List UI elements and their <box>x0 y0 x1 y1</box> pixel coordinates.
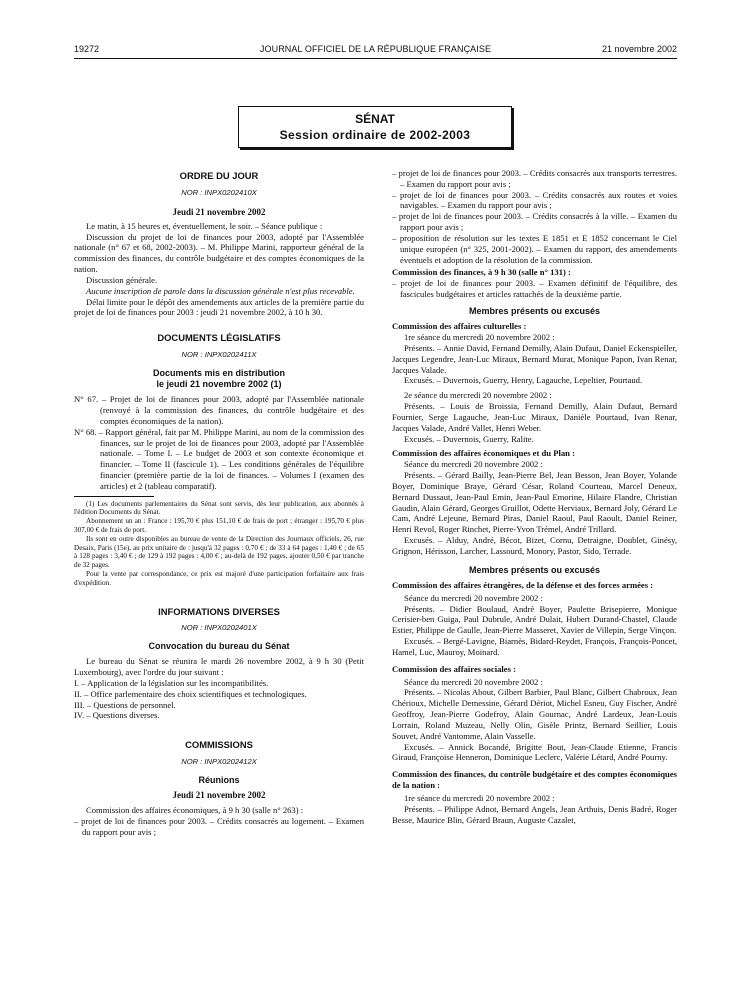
ordre-du-jour-title: ORDRE DU JOUR <box>179 170 259 181</box>
seance-date: 2e séance du mercredi 20 novembre 2002 : <box>404 390 552 401</box>
senat-title-box <box>238 106 512 148</box>
commissions-nor: NOR : INPX0202412X <box>181 757 257 767</box>
ordre-date-heading: Jeudi 21 novembre 2002 <box>172 207 266 218</box>
agenda-item: – projet de loi de finances pour 2003. – Crédits consacrés aux routes et voies navigables. – Examen du rapport pour avis ; <box>392 189 677 211</box>
seance-date: Séance du mercredi 20 novembre 2002 : <box>404 459 543 470</box>
ordre-p1: Le matin, à 15 heures et, éventuellement, le soir. – Séance publique : <box>86 220 323 231</box>
session-title: Session ordinaire de 2002-2003 <box>279 128 471 143</box>
commission-culturelles-title: Commission des affaires culturelles : <box>392 321 527 332</box>
excuses-list: Excusés. – Duvernois, Guerry, Ralite. <box>404 433 534 444</box>
document-item: N° 67. – Projet de loi de finances pour 2003, adopté par l'Assemblée nationale (renvoyé à la commission des finances, du contrôle budgétaire et des comptes économiques de la nation). <box>74 394 364 426</box>
journal-title: JOURNAL OFFICIEL DE LA RÉPUBLIQUE FRANÇAISE <box>259 44 492 54</box>
documents-nor: NOR : INPX0202411X <box>181 350 257 360</box>
ordre-p5: Délai limite pour le dépôt des amendements aux articles de la première partie du projet de loi de finances pour 2003 : jeudi 21 novembre 2002, à 10 h 30. <box>74 296 364 318</box>
seance-date: Séance du mercredi 20 novembre 2002 : <box>404 592 543 603</box>
left-column <box>74 170 364 838</box>
documents-title: DOCUMENTS LÉGISLATIFS <box>157 332 281 344</box>
right-column <box>392 168 677 825</box>
informations-item: III. – Questions de personnel. <box>74 699 176 710</box>
informations-item: II. – Office parlementaire des choix scientifiques et technologiques. <box>74 688 307 699</box>
commissions-item: – projet de loi de finances pour 2003. – Crédits consacrés au logement. – Examen du rapport pour avis ; <box>74 816 364 837</box>
seance-date: 1re séance du mercredi 20 novembre 2002 : <box>404 332 555 343</box>
footnote: Pour la vente par correspondance, ce prix est majoré d'une participation forfaitaire aux frais d'expédition. <box>74 569 364 587</box>
ordre-p3: Discussion générale. <box>86 274 158 285</box>
seance-date: Séance du mercredi 20 novembre 2002 : <box>404 676 543 687</box>
header-rule <box>74 58 677 59</box>
membres-heading: Membres présents ou excusés <box>468 564 601 575</box>
commissions-p1: Commission des affaires économiques, à 9 h 30 (salle n° 263) : <box>86 805 304 816</box>
presents-list: Présents. – Didier Boulaud, André Boyer, Paulette Brisepierre, Monique Cerisier-ben Guiga, Paul Dubrule, André Dulait, Hubert Durand-Chastel, Claude Estier, Philippe de Gaulle, Jean-Pierre Masseret, Xavier de Villepin, Serge Vinçon. <box>392 603 677 636</box>
presents-list: Présents. – Philippe Adnot, Bernard Angels, Jean Arthuis, Denis Badré, Roger Besse, Maurice Blin, Gérard Braun, Auguste Cazalet, <box>392 803 677 825</box>
commission-etrangeres-title: Commission des affaires étrangères, de la défense et des forces armées : <box>392 579 654 590</box>
agenda-item: – projet de loi de finances pour 2003. – Examen définitif de l'équilibre, des fascicules budgétaires et articles rattachés de la deuxième partie. <box>392 278 677 300</box>
informations-item: I. – Application de la législation sur les incompatibilités. <box>74 677 269 688</box>
ordre-p2: Discussion du projet de loi de finances pour 2003, adopté par l'Assemblée nationale (n° 67 et 68, 2002-2003). – M. Philippe Marini, rapporteur général de la commission des finances, du contrôle budgétaire et des comptes économiques de la nation. <box>74 231 364 275</box>
agenda-item: – projet de loi de finances pour 2003. – Crédits consacrés à la ville. – Examen du rapport pour avis ; <box>392 211 677 233</box>
issue-date: 21 novembre 2002 <box>601 44 677 54</box>
commissions-title: COMMISSIONS <box>185 739 253 751</box>
agenda-item: – proposition de résolution sur les textes E 1851 et E 1852 concernant le Ciel unique européen (n° 325, 2001-2002). – Examen du rapport, des amendements éventuels et adoption de la résolution de la commission. <box>392 232 677 265</box>
membres-heading: Membres présents ou excusés <box>468 305 601 316</box>
excuses-list: Excusés. – Duvernois, Guerry, Henry, Lagauche, Lepeltier, Pourtaud. <box>404 375 643 386</box>
presents-list: Présents. – Louis de Broissia, Fernand Demilly, Alain Dufaut, Bernard Fournier, Serge Lagauche, Jean-Luc Miraux, Danièle Pourtaud, Ivan Renar, Jacques Valade, André Vallet, Henri Weber. <box>392 401 677 433</box>
footnote: (1) Les documents parlementaires du Sénat sont servis, dès leur publication, aux abonnés à l'édition Documents du Sénat. <box>74 499 364 517</box>
presents-list: Présents. – Annie David, Fernand Demilly, Alain Dufaut, Daniel Eckenspieller, Jacques Legendre, Jean-Luc Miraux, Bernard Murat, Monique Papon, Ivan Renar, Jacques Valade. <box>392 342 677 375</box>
footnote: Ils sont en outre disponibles au bureau de vente de la Direction des Journaux officiels, 26, rue Desaix, Paris (15e), au prix unitaire de : jusqu'à 32 pages : 0,70 € ; de 33 à 64 pages : 1,40 € ; de 65 à 128 pages : 3,40 € ; de 129 à 192 pages : 4,00 € ; au-delà de 192 pages, ajouter 0,50 € par tranche de 32 pages. <box>74 534 364 570</box>
commission-finances-title: Commission des finances, du contrôle budgétaire et des comptes économiques de la nation : <box>392 769 677 791</box>
commission-sociales-title: Commission des affaires sociales : <box>392 663 516 674</box>
senat-title: SÉNAT <box>355 112 395 126</box>
excuses-list: Excusés. – Alduy, André, Bécot, Bizet, Cornu, Detraigne, Doublet, Ginésy, Grignon, Hérisson, Larcher, Lassourd, Monory, Pastor, Sido, Terrade. <box>392 535 677 556</box>
informations-title: INFORMATIONS DIVERSES <box>158 605 280 617</box>
footnote: Abonnement un an : France : 195,70 € plus 151,10 € de frais de port ; étranger : 195,70 € plus 307,00 € de frais de port. <box>74 517 364 535</box>
agenda-item: – projet de loi de finances pour 2003. – Crédits consacrés aux transports terrestres. – Examen du rapport pour avis ; <box>392 168 677 189</box>
excuses-list: Excusés. – Bergé-Lavigne, Biarnès, Bidard-Reydet, François, François-Poncet, Hamel, Luc, Mauroy, Moinard. <box>392 636 677 657</box>
presents-list: Présents. – Nicolas About, Gilbert Barbier, Paul Blanc, Gilbert Chabroux, Jean Chérioux, Michelle Demessine, Gérard Dériot, Michel Esneu, Guy Fischer, André Geoffroy, Jean-Pierre Godefroy, Alain Gournac, André Lardeux, Jean-Louis Lorrain, Roland Muzeau, Nelly Olin, Gisèle Printz, Bernard Seillier, Louis Souvet, André Vantomme, Alain Vasselle. <box>392 687 677 741</box>
informations-nor: NOR : INPX0202401X <box>181 623 257 633</box>
documents-sub2: le jeudi 21 novembre 2002 (1) <box>156 378 282 389</box>
informations-item: IV. – Questions diverses. <box>74 710 160 721</box>
documents-sub1: Documents mis en distribution <box>152 367 285 378</box>
presents-list: Présents. – Gérard Bailly, Jean-Pierre Bel, Jean Besson, Jean Boyer, Yolande Boyer, Dominique Braye, Gérard César, Roland Courteau, Marcel Deneux, Bernard Dussaut, Jean-Paul Emin, Jean-Paul Emorine, Hilaire Flandre, Christian Gaudin, Alain Gérard, Georges Gruillot, Odette Herviaux, Bernard Joly, Gérard Le Cam, André Lejeune, Bernard Piras, Daniel Raoul, Paul Raoult, Daniel Reiner, Henri Revol, Roger Rinchet, Pierre-Yvon Trémel, André Trillard. <box>392 470 677 535</box>
seance-date: 1re séance du mercredi 20 novembre 2002 : <box>404 792 555 803</box>
informations-sub: Convocation du bureau du Sénat <box>148 640 290 651</box>
footnote-rule <box>74 496 154 497</box>
document-item: N° 68. – Rapport général, fait par M. Philippe Marini, au nom de la commission des finances, sur le projet de loi de finances pour 2003, adopté par l'Assemblée nationale. – Tome I. – Le budget de 2003 et son contexte économique et financier. – Tome II (fascicule 1). – Les conditions générales de l'équilibre financier (première partie de la loi de finances. – Volumes I (examen des articles) et 2 (tableau comparatif). <box>74 426 364 491</box>
commission-finances-heading: Commission des finances, à 9 h 30 (salle n° 131) : <box>392 267 571 278</box>
commission-economiques-title: Commission des affaires économiques et du Plan : <box>392 448 575 459</box>
informations-p1: Le bureau du Sénat se réunira le mardi 26 novembre 2002, à 9 h 30 (Petit Luxembourg), avec l'ordre du jour suivant : <box>74 656 364 678</box>
page-number: 19272 <box>74 44 100 54</box>
ordre-p4: Aucune inscription de parole dans la discussion générale n'est plus recevable. <box>86 285 355 296</box>
excuses-list: Excusés. – Annick Bocandé, Brigitte Bout, Jean-Claude Etienne, Francis Giraud, Françoise Henneron, Dominique Leclerc, Valérie Létard, André Pourny. <box>392 741 677 763</box>
page-header <box>74 44 677 56</box>
ordre-nor: NOR : INPX0202410X <box>181 187 257 197</box>
commissions-date-heading: Jeudi 21 novembre 2002 <box>172 789 266 800</box>
reunions-sub: Réunions <box>198 774 240 785</box>
